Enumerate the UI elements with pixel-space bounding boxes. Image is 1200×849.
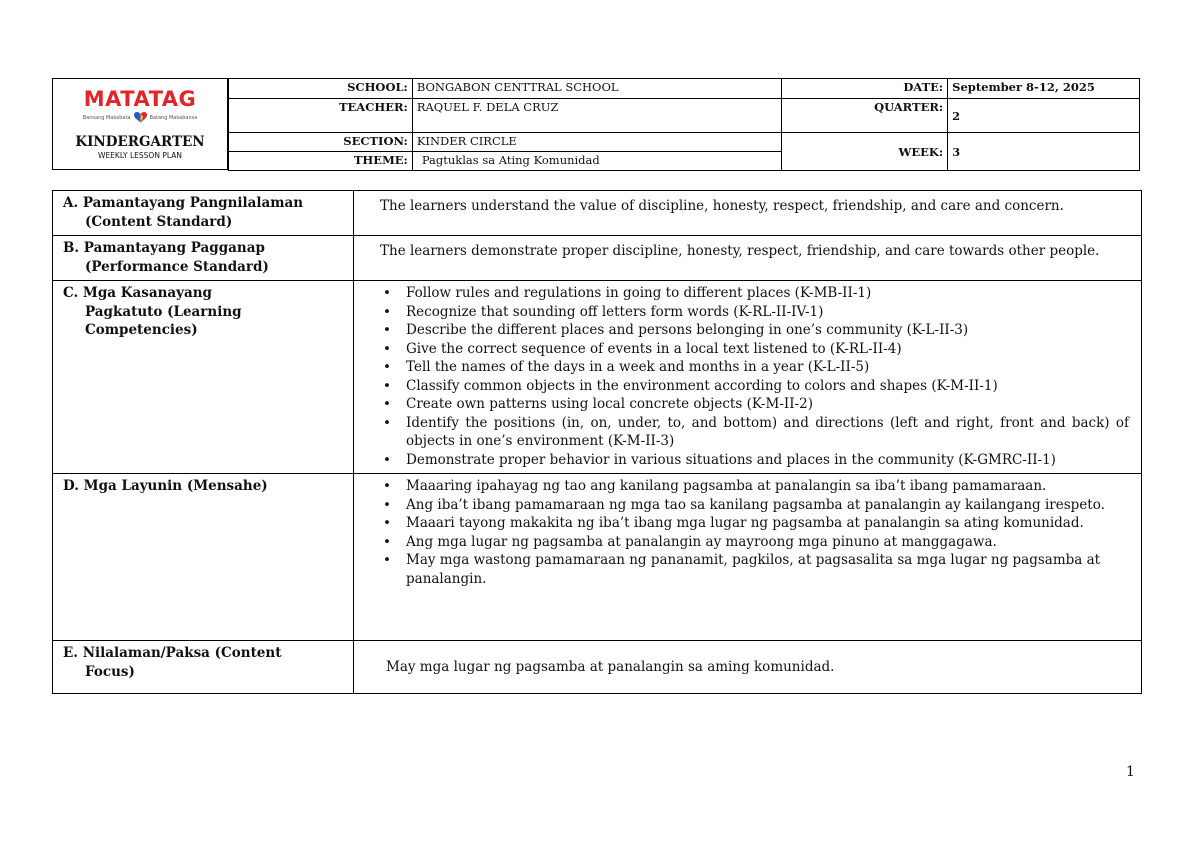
row-learning-competencies xyxy=(53,281,1142,474)
content-focus-text: May mga lugar ng pagsamba at panalangin sa aming komunidad. xyxy=(354,641,1142,694)
list-item: • Ang mga lugar ng pagsamba at panalangin ay mayroong mga pinuno at manggagawa. xyxy=(406,533,1129,552)
list-item: • May mga wastong pamamaraan ng pananamit, pagkilos, at pagsasalita sa mga lugar ng pagsamba at panalangin. xyxy=(406,551,1129,588)
quarter-label: QUARTER: xyxy=(782,99,948,133)
row-c-label-line1: C. Mga Kasanayang xyxy=(63,285,212,301)
list-item: • Describe the different places and persons belonging in one’s community (K-L-II-3) xyxy=(406,321,1129,340)
row-content-standard xyxy=(53,191,1142,236)
row-e-label-line1: E. Nilalaman/Paksa (Content xyxy=(63,645,282,661)
objectives-list xyxy=(380,477,1129,588)
content-standard-text: The learners understand the value of discipline, honesty, respect, friendship, and care and concern. xyxy=(354,191,1142,236)
list-item: • Follow rules and regulations in going to different places (K-MB-II-1) xyxy=(406,284,1129,303)
row-label-b xyxy=(53,236,354,281)
competencies-cell xyxy=(354,281,1142,474)
row-b-label-line1: B. Pamantayang Pagganap xyxy=(63,240,265,256)
theme-value: Pagtuklas sa Ating Komunidad xyxy=(412,152,782,171)
list-item: • Create own patterns using local concrete objects (K-M-II-2) xyxy=(406,395,1129,414)
row-c-label-line3: Competencies) xyxy=(85,322,198,338)
logo-tagline-left: Bansang Makabata xyxy=(82,114,131,121)
row-d-label: D. Mga Layunin (Mensahe) xyxy=(63,478,268,494)
date-value: September 8-12, 2025 xyxy=(948,79,1140,99)
heart-logo-icon xyxy=(134,112,147,123)
page-number: 1 xyxy=(1126,764,1135,780)
section-label: SECTION: xyxy=(229,133,413,152)
logo-tagline-right: Batang Makabansa xyxy=(149,114,198,121)
list-item: • Classify common objects in the environment according to colors and shapes (K-M-II-1) xyxy=(406,377,1129,396)
row-b-label-line2: (Performance Standard) xyxy=(85,258,269,275)
list-item: • Tell the names of the days in a week and months in a year (K-L-II-5) xyxy=(406,358,1129,377)
teacher-label: TEACHER: xyxy=(229,99,413,133)
school-label: SCHOOL: xyxy=(229,79,413,99)
list-item: • Maaaring ipahayag ng tao ang kanilang pagsamba at panalangin sa iba’t ibang pamamaraan. xyxy=(406,477,1129,496)
row-e-label-line2: Focus) xyxy=(85,663,135,680)
grade-level: KINDERGARTEN xyxy=(75,134,205,150)
header-info-table xyxy=(228,78,1140,171)
performance-standard-text: The learners demonstrate proper discipline, honesty, respect, friendship, and care towards other people. xyxy=(354,236,1142,281)
row-a-label-line1: A. Pamantayang Pangnilalaman xyxy=(63,195,304,211)
list-item: • Recognize that sounding off letters form words (K-RL-II-IV-1) xyxy=(406,303,1129,322)
school-value: BONGABON CENTTRAL SCHOOL xyxy=(412,79,782,99)
lesson-plan-table xyxy=(52,190,1142,694)
row-objectives xyxy=(53,474,1142,641)
row-performance-standard xyxy=(53,236,1142,281)
quarter-value: 2 xyxy=(948,99,1140,133)
row-label-e xyxy=(53,641,354,694)
plan-type-label: WEEKLY LESSON PLAN xyxy=(98,151,182,160)
matatag-logo: MATATAG xyxy=(83,87,197,111)
row-label-a xyxy=(53,191,354,236)
school-logo-block xyxy=(52,78,228,170)
list-item: • Maaari tayong makakita ng iba’t ibang mga lugar ng pagsamba at panalangin sa ating komunidad. xyxy=(406,514,1129,533)
row-label-d xyxy=(53,474,354,641)
list-item: • Demonstrate proper behavior in various situations and places in the community (K-GMRC-II-1) xyxy=(406,451,1129,470)
row-label-c xyxy=(53,281,354,474)
competencies-list xyxy=(380,284,1129,469)
theme-label: THEME: xyxy=(229,152,413,171)
row-c-label-line2: Pagkatuto (Learning xyxy=(85,303,242,320)
row-content-focus xyxy=(53,641,1142,694)
row-a-label-line2: (Content Standard) xyxy=(85,213,233,230)
week-label: WEEK: xyxy=(782,133,948,171)
section-value: KINDER CIRCLE xyxy=(412,133,782,152)
week-value: 3 xyxy=(948,133,1140,171)
teacher-value: RAQUEL F. DELA CRUZ xyxy=(412,99,782,133)
list-item: • Identify the positions (in, on, under, to, and bottom) and directions (left and right, front and back) of objects in one’s environment (K-M-II-3) xyxy=(406,414,1129,451)
logo-tagline xyxy=(53,112,227,123)
list-item: • Ang iba’t ibang pamamaraan ng mga tao sa kanilang pagsamba at panalangin ay kailangang irespeto. xyxy=(406,496,1129,515)
list-item: • Give the correct sequence of events in a local text listened to (K-RL-II-4) xyxy=(406,340,1129,359)
objectives-cell xyxy=(354,474,1142,641)
date-label: DATE: xyxy=(782,79,948,99)
